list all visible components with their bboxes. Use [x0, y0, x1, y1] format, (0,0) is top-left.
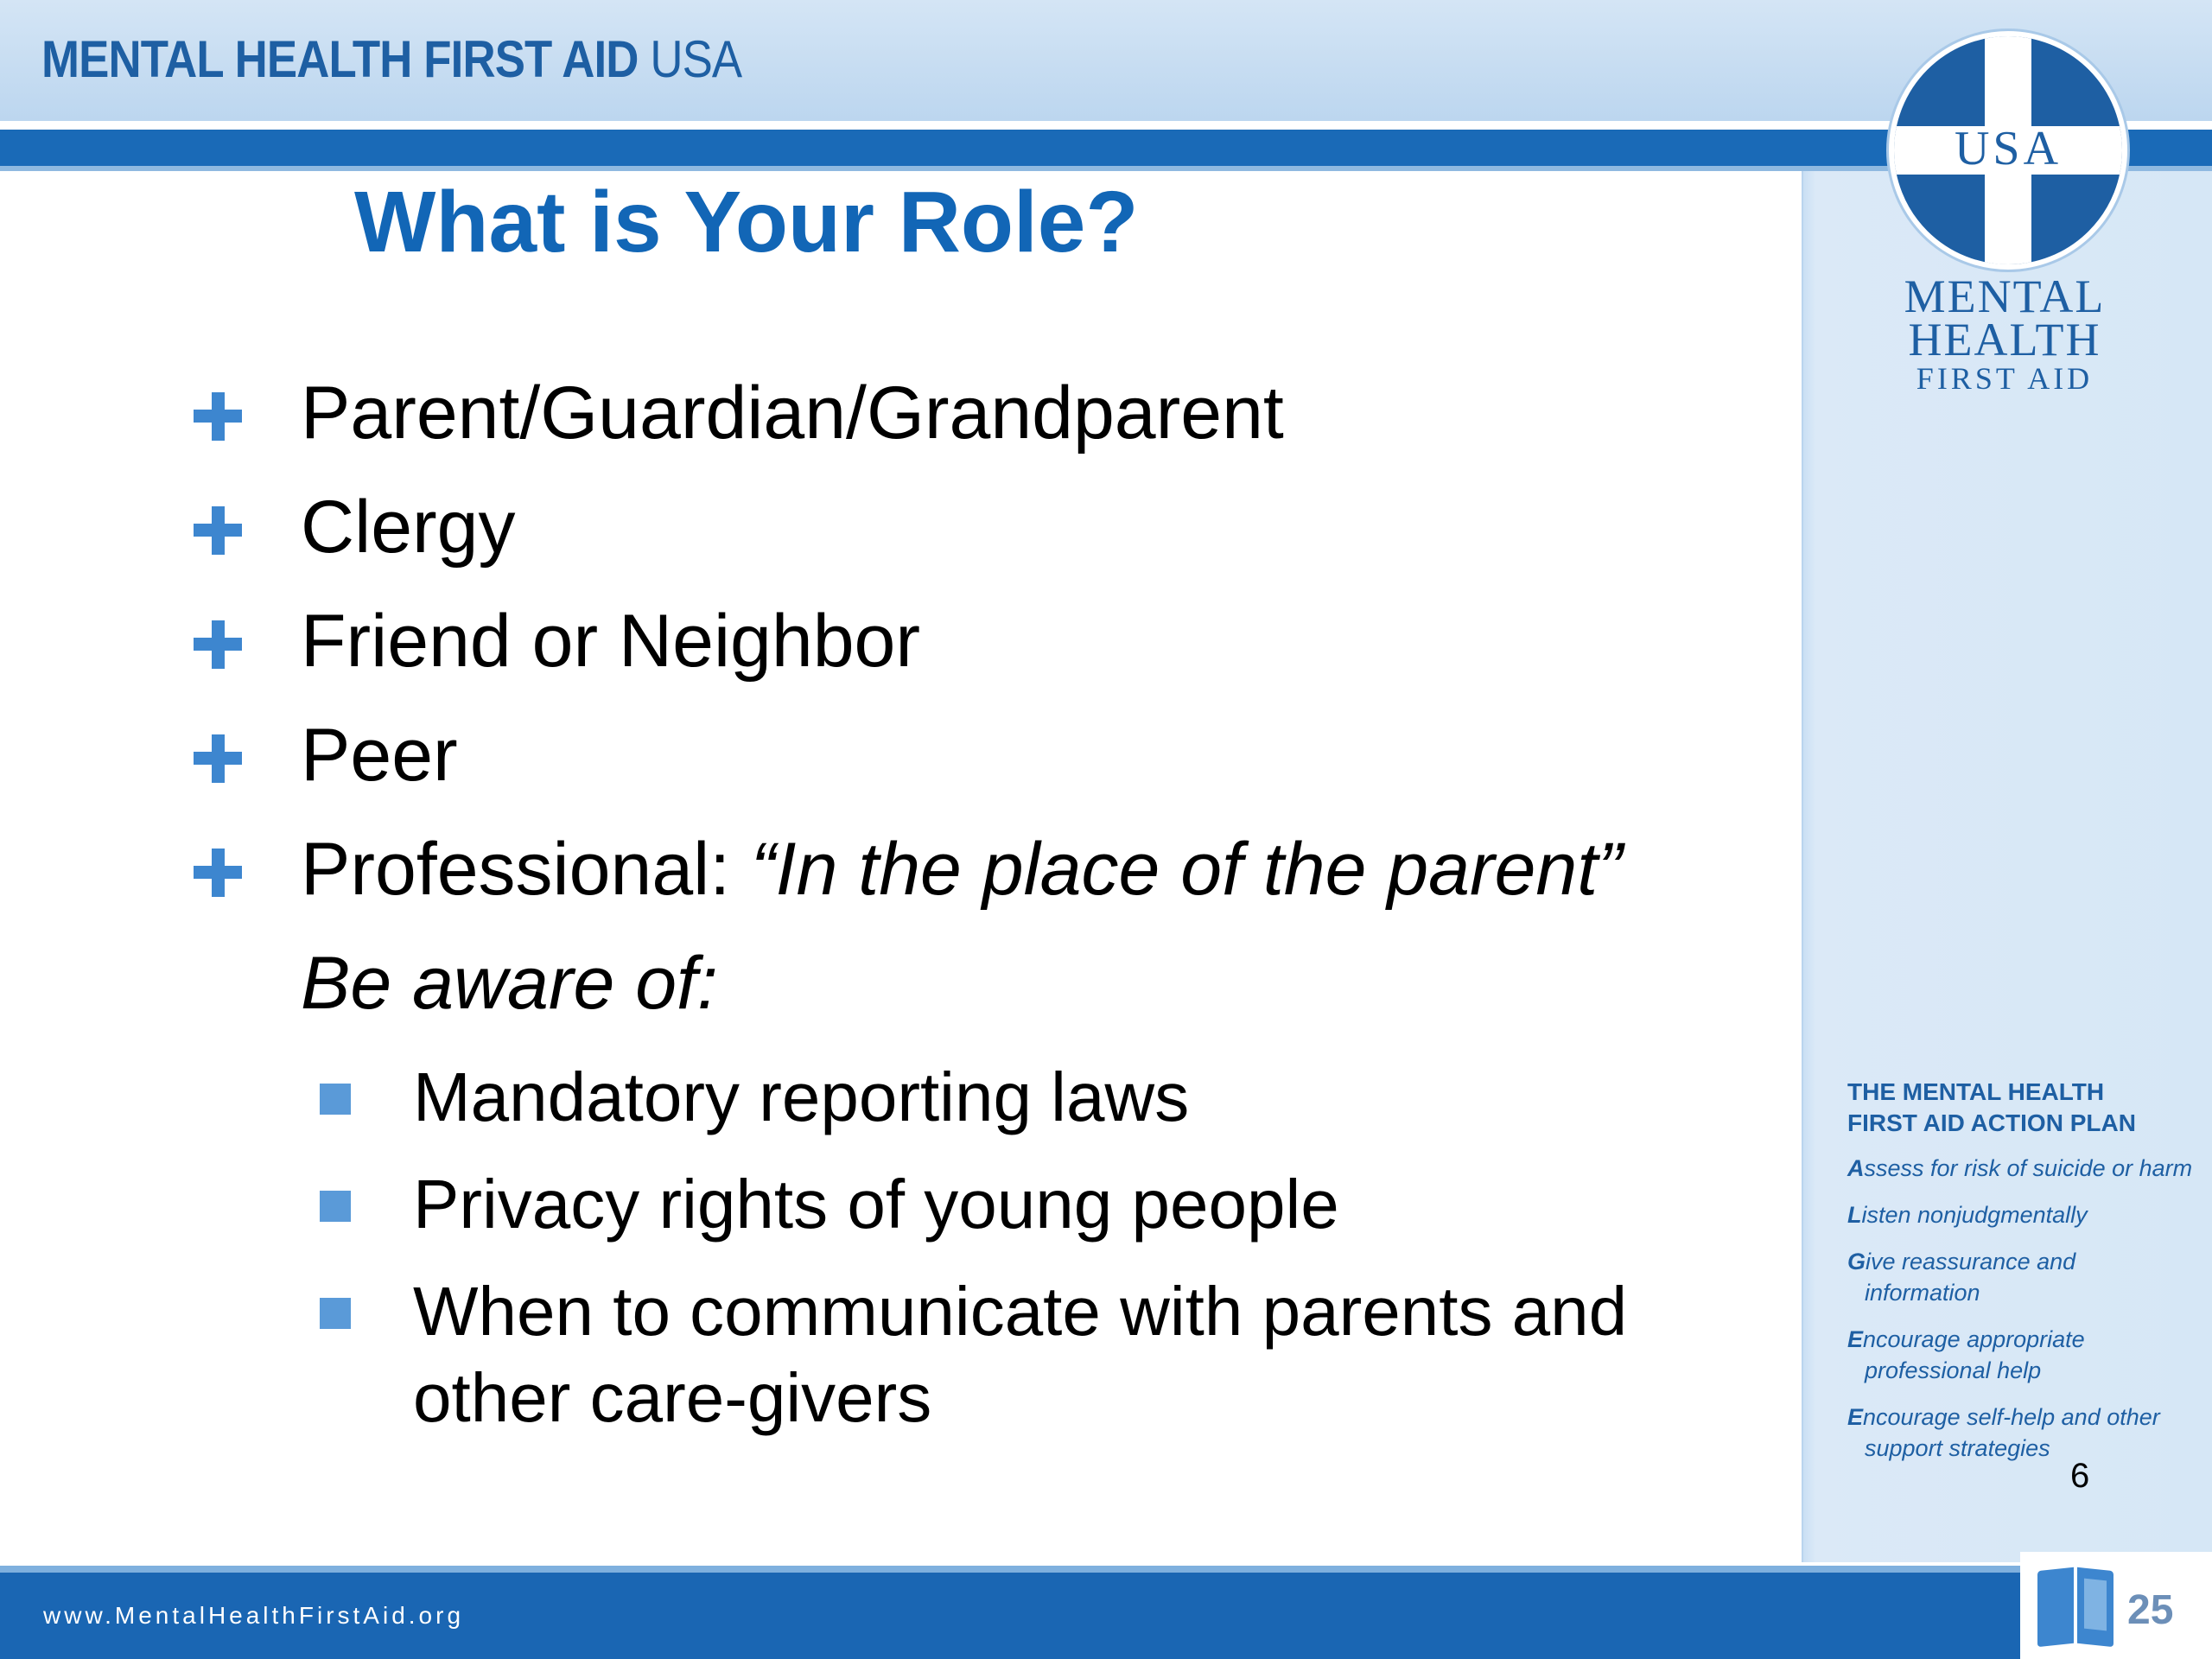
plus-bullet-icon	[194, 620, 242, 669]
square-bullet-icon	[320, 1084, 351, 1115]
logo-name-line2: HEALTH	[1908, 314, 2101, 365]
action-plan-letter: A	[1847, 1155, 1865, 1181]
action-plan-letter: E	[1847, 1404, 1864, 1430]
action-plan	[1847, 1077, 2193, 1479]
action-plan-text: ncourage self-help and other support strategies	[1863, 1404, 2160, 1461]
action-plan-letter: G	[1847, 1249, 1866, 1274]
slide-number: 25	[2127, 1587, 2174, 1633]
bullet-item: Peer	[301, 714, 458, 797]
brand-bold: MENTAL HEALTH FIRST AID	[41, 30, 639, 88]
book-icon	[2037, 1567, 2074, 1647]
action-plan-item	[1847, 1402, 2193, 1464]
action-plan-text: isten nonjudgmentally	[1861, 1202, 2088, 1228]
bullet-item: Friend or Neighbor	[301, 600, 921, 683]
mhfa-usa-logo	[1889, 31, 2127, 270]
action-plan-text: ssess for risk of suicide or harm	[1864, 1155, 2193, 1181]
page-number: 6	[2070, 1457, 2090, 1495]
sub-bullet-item: When to communicate with parents and	[413, 1273, 1628, 1350]
plus-bullet-icon	[194, 506, 242, 555]
footer-stripe-line	[0, 1566, 2212, 1573]
brand-light: USA	[650, 30, 742, 88]
professional-label: Professional:	[301, 828, 752, 911]
book-icon-right-page	[2077, 1567, 2113, 1647]
square-bullet-icon	[320, 1191, 351, 1222]
action-plan-title-line1: THE MENTAL HEALTH	[1847, 1078, 2105, 1105]
logo-name	[1866, 270, 2143, 396]
logo-name-line3: FIRST AID	[1916, 361, 2094, 396]
logo-usa-text: USA	[1954, 122, 2063, 175]
aware-heading: Be aware of:	[301, 942, 718, 1025]
brand-wordmark	[41, 29, 741, 89]
action-plan-title-line2: FIRST AID ACTION PLAN	[1847, 1109, 2136, 1136]
bullet-item-professional	[301, 826, 1623, 912]
bullet-item: Clergy	[301, 486, 516, 569]
slide-number-box	[2020, 1552, 2212, 1659]
action-plan-text: ive reassurance and information	[1865, 1249, 2076, 1306]
slide-title: What is Your Role?	[354, 174, 1139, 270]
header-stripe	[0, 130, 2212, 166]
action-plan-letter: L	[1847, 1202, 1862, 1228]
action-plan-item	[1847, 1199, 2193, 1230]
plus-bullet-icon	[194, 849, 242, 897]
sub-bullet-item: Privacy rights of young people	[413, 1166, 1339, 1243]
professional-quote: “In the place of the parent”	[751, 828, 1623, 911]
footer-url-link[interactable]: www.MentalHealthFirstAid.org	[43, 1602, 465, 1629]
action-plan-item	[1847, 1246, 2193, 1308]
plus-bullet-icon	[194, 734, 242, 783]
sub-bullet-item-continued: other care-givers	[413, 1359, 932, 1436]
action-plan-title	[1847, 1077, 2193, 1139]
bullet-item: Parent/Guardian/Grandparent	[301, 372, 1284, 454]
logo-name-line1: MENTAL	[1904, 270, 2106, 322]
action-plan-text: ncourage appropriate professional help	[1863, 1326, 2085, 1383]
action-plan-item	[1847, 1153, 2193, 1184]
square-bullet-icon	[320, 1298, 351, 1329]
sub-bullet-item: Mandatory reporting laws	[413, 1058, 1190, 1135]
action-plan-item	[1847, 1324, 2193, 1386]
plus-bullet-icon	[194, 392, 242, 441]
action-plan-letter: E	[1847, 1326, 1864, 1352]
